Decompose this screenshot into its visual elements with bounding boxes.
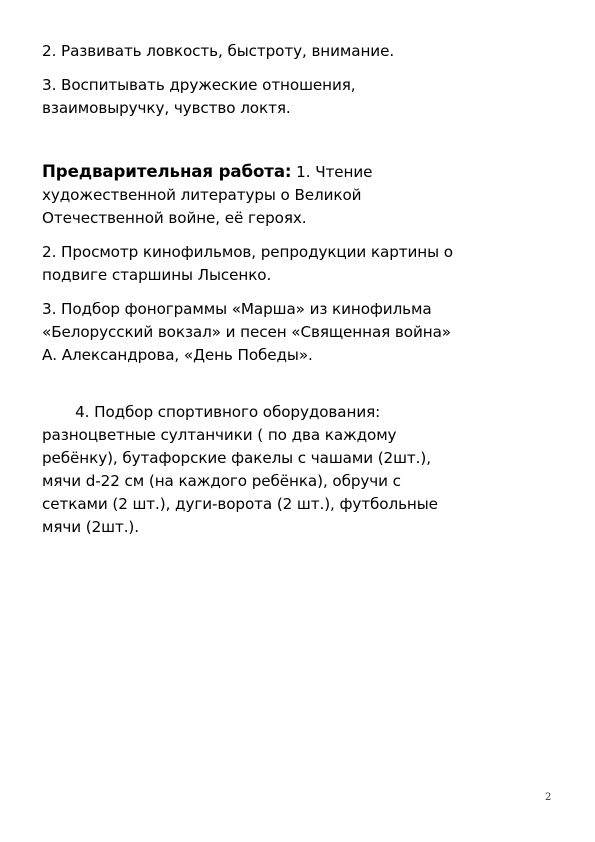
text-line: 2. Развивать ловкость, быстроту, внимание. xyxy=(42,42,395,60)
text-line: А. Александрова, «День Победы». xyxy=(42,346,313,364)
text-line: мячи (2шт.). xyxy=(42,518,139,536)
text-line: 1. Чтение xyxy=(291,163,373,181)
text-line: 3. Воспитывать дружеские отношения, xyxy=(42,76,356,94)
text-line: подвиге старшины Лысенко. xyxy=(42,266,272,284)
section-heading: Предварительная работа: xyxy=(42,162,292,181)
work-item-2 xyxy=(42,241,562,287)
work-item-4 xyxy=(42,378,562,562)
page-number: 2 xyxy=(545,792,552,803)
text-line: сетками (2 шт.), дуги-ворота (2 шт.), футбольные xyxy=(42,495,438,513)
text-line: мячи d-22 см (на каждого ребёнка), обручи с xyxy=(42,472,401,490)
text-line: 3. Подбор фонограммы «Марша» из кинофильма xyxy=(42,300,432,318)
text-line: «Белорусский вокзал» и песен «Священная война» xyxy=(42,323,451,341)
text-line: взаимовыручку, чувство локтя. xyxy=(42,99,291,117)
goal-paragraph-3 xyxy=(42,74,562,120)
text-line: ребёнку), бутафорские факелы с чашами (2шт.), xyxy=(42,449,431,467)
document-body xyxy=(42,40,562,573)
text-line: Отечественной войне, её героях. xyxy=(42,209,307,227)
text-line: художественной литературы о Великой xyxy=(42,186,362,204)
text-line: разноцветные султанчики ( по два каждому xyxy=(42,426,397,444)
goal-paragraph-2 xyxy=(42,40,562,63)
work-item-3 xyxy=(42,298,562,367)
preliminary-work-paragraph xyxy=(42,160,562,230)
text-line: 4. Подбор спортивного оборудования: xyxy=(70,403,381,421)
text-line: 2. Просмотр кинофильмов, репродукции картины о xyxy=(42,243,453,261)
